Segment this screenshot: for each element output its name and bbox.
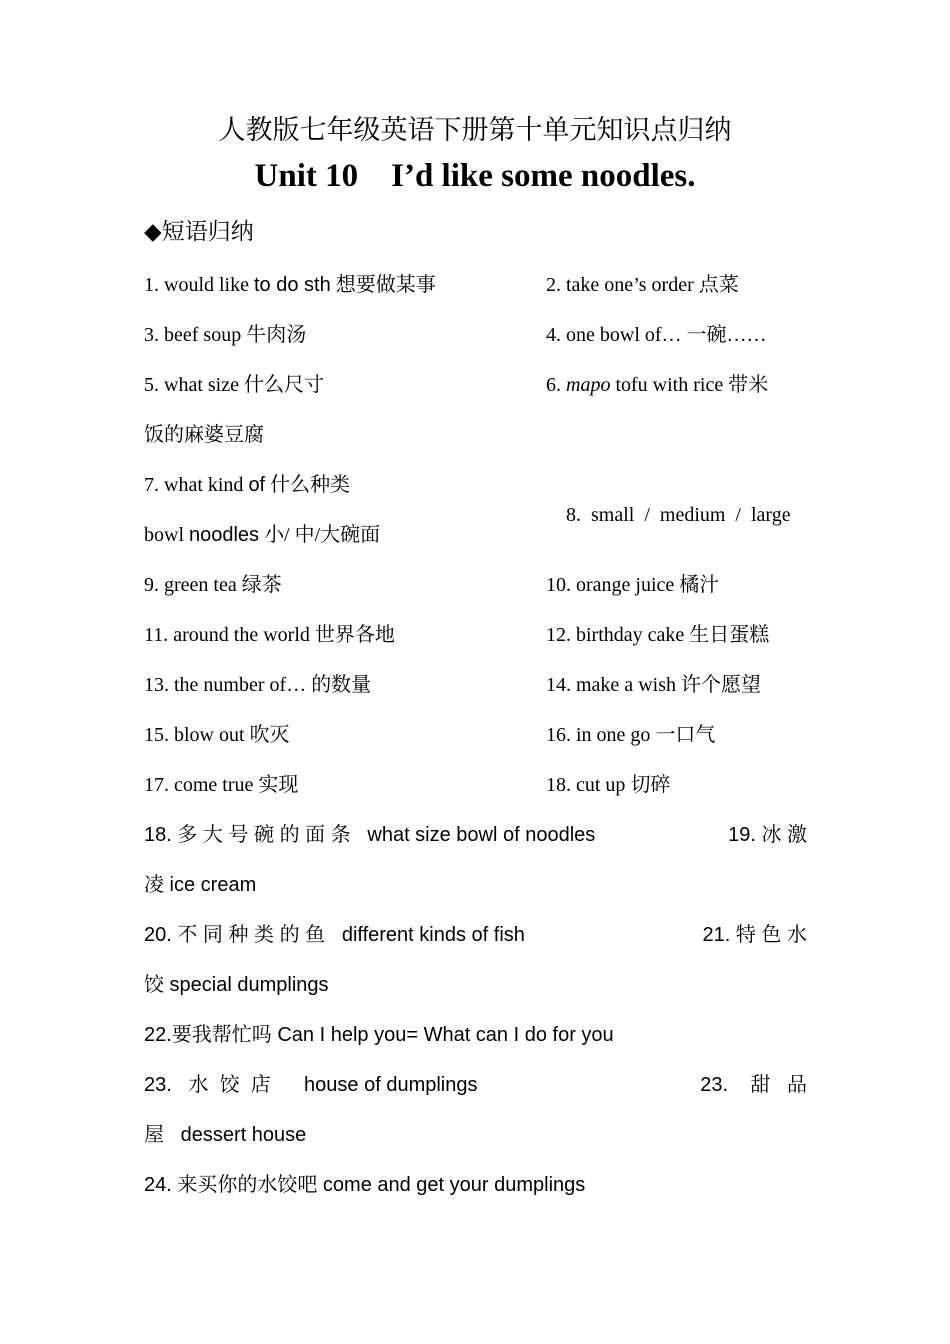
phrase-13: 13. the number of… 的数量 [144, 674, 372, 696]
phrase-2: 2. take one’s order 点菜 [546, 274, 739, 296]
phrase-8-continued: bowl noodles 小/ 中/大碗面 [144, 524, 381, 546]
phrase-12: 12. birthday cake 生日蛋糕 [546, 624, 770, 646]
phrase-24: 24. 来买你的水饺吧 come and get your dumplings [144, 1174, 586, 1196]
phrase-21-continued: 饺 special dumplings [144, 974, 329, 996]
phrase-5: 5. what size 什么尺寸 [144, 374, 324, 396]
document-title-english: Unit 10 I’d like some noodles. [254, 158, 696, 194]
phrase-15: 15. blow out 吹灭 [144, 724, 290, 746]
phrase-14: 14. make a wish 许个愿望 [546, 674, 761, 696]
phrase-9: 9. green tea 绿茶 [144, 574, 282, 596]
phrase-22: 22.要我帮忙吗 Can I help you= What can I do for you [144, 1024, 614, 1046]
phrase-8: 8. small / medium / large [566, 504, 791, 526]
phrase-17: 17. come true 实现 [144, 774, 299, 796]
phrase-18: 18. cut up 切碎 [546, 774, 671, 796]
phrase-23: 23. 水 饺 店 house of dumplings 23. 甜 品 [144, 1074, 807, 1096]
phrase-23-b-continued: 屋 dessert house [144, 1124, 307, 1146]
phrase-18-b: 18. 多 大 号 碗 的 面 条 what size bowl of noodles 19. 冰 激 [144, 824, 807, 846]
phrase-6-continued: 饭的麻婆豆腐 [144, 424, 264, 446]
phrase-3: 3. beef soup 牛肉汤 [144, 324, 307, 346]
phrase-1: 1. would like to do sth 想要做某事 [144, 274, 436, 296]
phrase-16: 16. in one go 一口气 [546, 724, 716, 746]
phrase-19-continued: 凌 ice cream [144, 874, 257, 896]
phrase-7: 7. what kind of 什么种类 [144, 474, 351, 496]
phrase-11: 11. around the world 世界各地 [144, 624, 395, 646]
section-heading: ◆短语归纳 [144, 219, 254, 245]
phrase-6: 6. mapo tofu with rice 带米 [546, 374, 769, 396]
phrase-4: 4. one bowl of… 一碗…… [546, 324, 767, 346]
phrase-10: 10. orange juice 橘汁 [546, 574, 720, 596]
phrase-20: 20. 不 同 种 类 的 鱼 different kinds of fish 21. 特 色 水 [144, 924, 807, 946]
document-title-chinese: 人教版七年级英语下册第十单元知识点归纳 [218, 115, 732, 146]
